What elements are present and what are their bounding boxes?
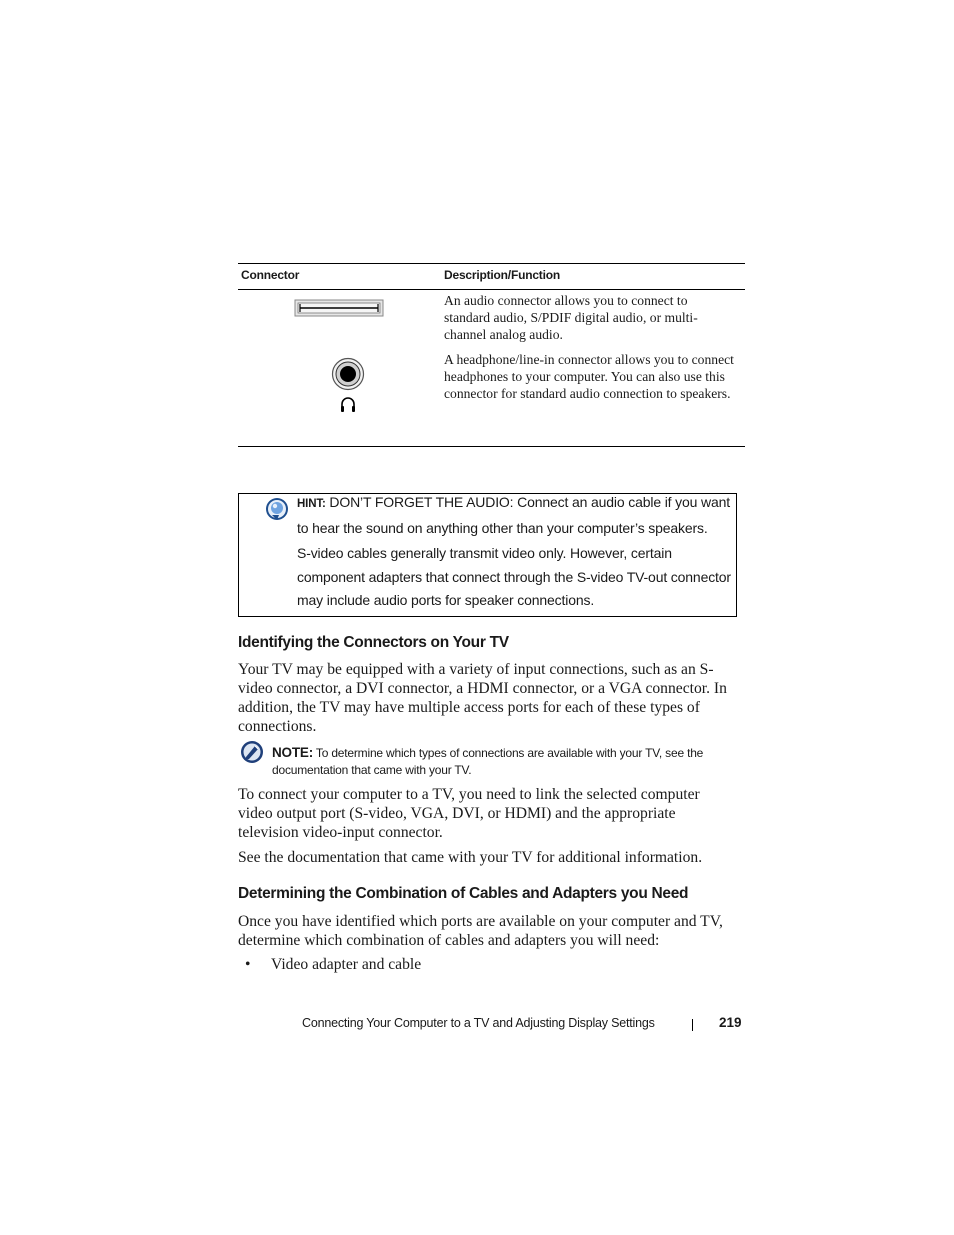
section1-paragraph-1: Your TV may be equipped with a variety of input connections, such as an S-video connector, a DVI connector, a HDMI connector, or a VGA connector. In addition, the TV may have multiple access ports for each of these types of connections. — [238, 661, 727, 735]
section1-paragraph-2: To connect your computer to a TV, you need to link the selected computer video output port (S-video, VGA, DVI, or HDMI) and the appropriate television video-input connector. — [238, 786, 700, 841]
column-header-description: Description/Function — [444, 268, 561, 282]
hint-box — [238, 493, 737, 617]
audio-connector-description: An audio connector allows you to connect to standard audio, S/PDIF digital audio, or multi-channel analog audio. — [444, 293, 698, 342]
hint-paragraph — [297, 491, 733, 540]
section-heading-determining-combination: Determining the Combination of Cables and Adapters you Need — [238, 885, 689, 902]
hint-icon — [265, 497, 289, 521]
hint-text: Connect an audio cable if you want to hear the sound on anything other than your computer’s speakers. — [297, 494, 730, 536]
headphone-jack-icon — [331, 357, 365, 391]
section-heading-identifying-connectors: Identifying the Connectors on Your TV — [238, 634, 509, 651]
headphone-connector-description: A headphone/line-in connector allows you to connect headphones to your computer. You can also use this connector for standard audio connection to speakers. — [444, 352, 734, 401]
connector-table — [238, 263, 745, 447]
note-text: To determine which types of connections are available with your TV, see the documentation that came with your TV. — [272, 746, 704, 777]
hint-label: HINT: — [297, 498, 326, 510]
section1-paragraph-3: See the documentation that came with your TV for additional information. — [238, 849, 703, 866]
column-header-connector: Connector — [241, 268, 300, 282]
headphone-icon — [340, 396, 356, 413]
note — [272, 744, 742, 779]
note-icon — [240, 740, 264, 764]
hint-title: DON’T FORGET THE AUDIO: — [329, 494, 514, 510]
footer-chapter-title: Connecting Your Computer to a TV and Adjusting Display Settings — [302, 1016, 655, 1030]
hint-paragraph-2: S-video cables generally transmit video only. However, certain component adapters that connect through the S-video TV-out connector may include audio ports for speaker connections. — [297, 545, 731, 608]
page-number: 219 — [719, 1015, 742, 1030]
audio-connector-icon — [294, 299, 384, 317]
list-item: Video adapter and cable — [271, 956, 422, 973]
table-header — [238, 264, 745, 290]
footer-divider — [692, 1019, 693, 1031]
section2-paragraph-1: Once you have identified which ports are available on your computer and TV, determine which combination of cables and adapters you will need: — [238, 913, 723, 949]
bullet-marker: • — [245, 956, 251, 973]
note-label: NOTE: — [272, 745, 313, 760]
